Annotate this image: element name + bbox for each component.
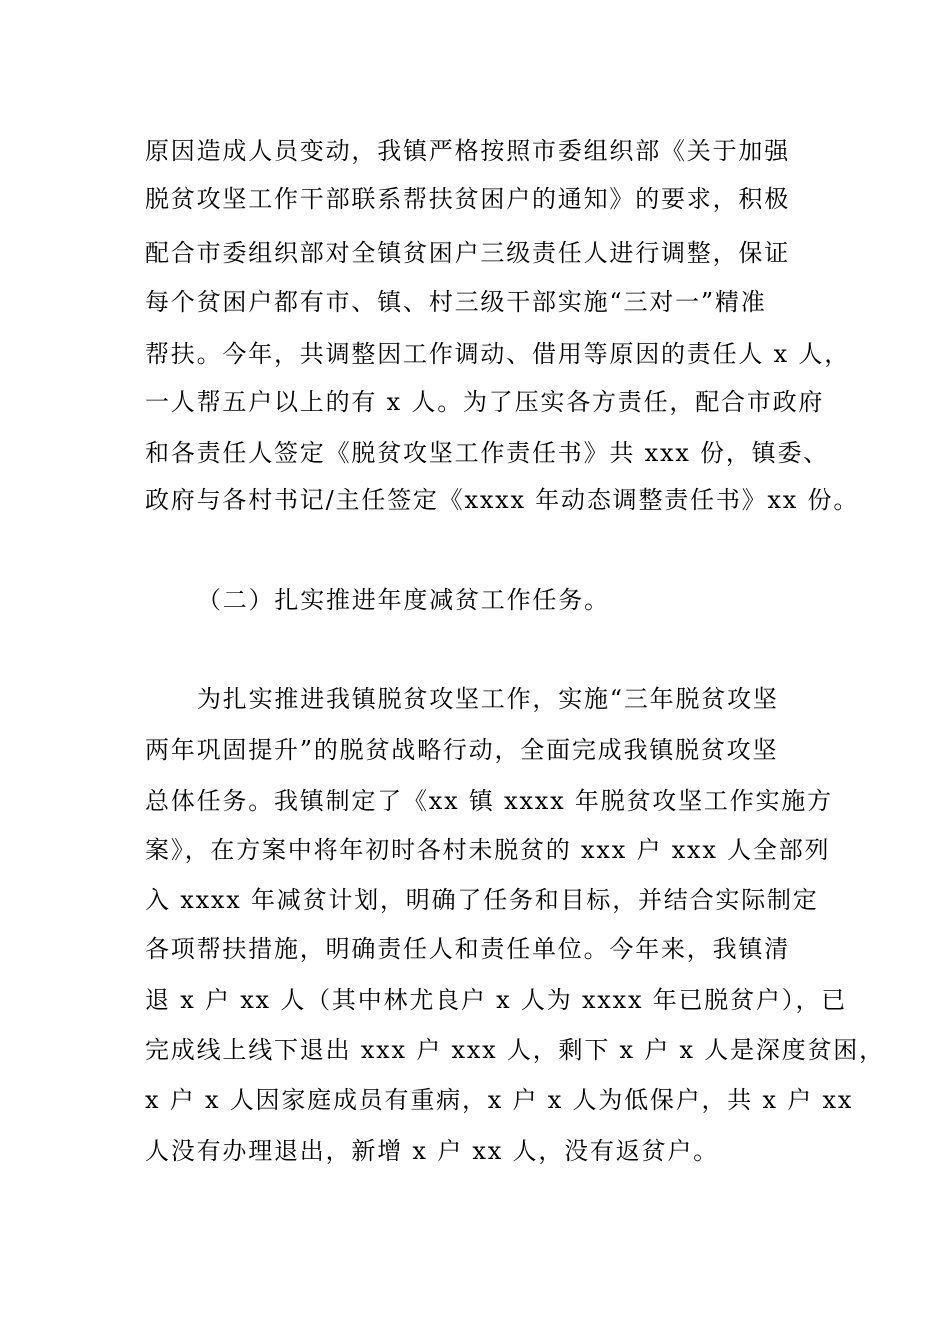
paragraph-line: 入 xxxx 年减贫计划，明确了任务和目标，并结合实际制定 (145, 886, 819, 914)
paragraph-line: 各项帮扶措施，明确责任人和责任单位。今年来，我镇清 (145, 935, 790, 963)
paragraph-line: 两年巩固提升”的脱贫战略行动，全面完成我镇脱贫攻坚 (145, 736, 779, 764)
paragraph-line: 退 x 户 xx 人（其中林尤良户 x 人为 xxxx 年已脱贫户），已 (145, 986, 848, 1014)
paragraph-line: 完成线上线下退出 xxx 户 xxx 人，剩下 x 户 x 人是深度贫困， (145, 1036, 885, 1064)
paragraph-line: 一人帮五户以上的有 x 人。为了压实各方责任，配合市政府 (145, 388, 825, 416)
paragraph-line: 和各责任人签定《脱贫攻坚工作责任书》共 xxx 份，镇委、 (145, 439, 830, 467)
paragraph-line: 政府与各村书记/主任签定《xxxx 年动态调整责任书》xx 份。 (145, 486, 860, 514)
paragraph-line: 帮扶。今年，共调整因工作调动、借用等原因的责任人 x 人， (145, 340, 850, 368)
paragraph-line: 为扎实推进我镇脱贫攻坚工作，实施“三年脱贫攻坚 (197, 685, 779, 713)
paragraph-line: 脱贫攻坚工作干部联系帮扶贫困户的通知》的要求，积极 (145, 185, 790, 213)
paragraph-line: 每个贫困户都有市、镇、村三级干部实施“三对一”精准 (145, 288, 767, 316)
paragraph-line: 原因造成人员变动，我镇严格按照市委组织部《关于加强 (145, 137, 790, 165)
paragraph-line: 人没有办理退出，新增 x 户 xx 人，没有返贫户。 (145, 1137, 719, 1165)
paragraph-line: 案》，在方案中将年初时各村未脱贫的 xxx 户 xxx 人全部列 (145, 836, 831, 864)
paragraph-line: x 户 x 人因家庭成员有重病，x 户 x 人为低保户，共 x 户 xx (145, 1086, 854, 1114)
paragraph-line: 总体任务。我镇制定了《xx 镇 xxxx 年脱贫攻坚工作实施方 (145, 787, 833, 815)
section-heading: （二）扎实推进年度减贫工作任务。 (197, 586, 610, 614)
paragraph-line: 配合市委组织部对全镇贫困户三级责任人进行调整，保证 (145, 239, 790, 267)
